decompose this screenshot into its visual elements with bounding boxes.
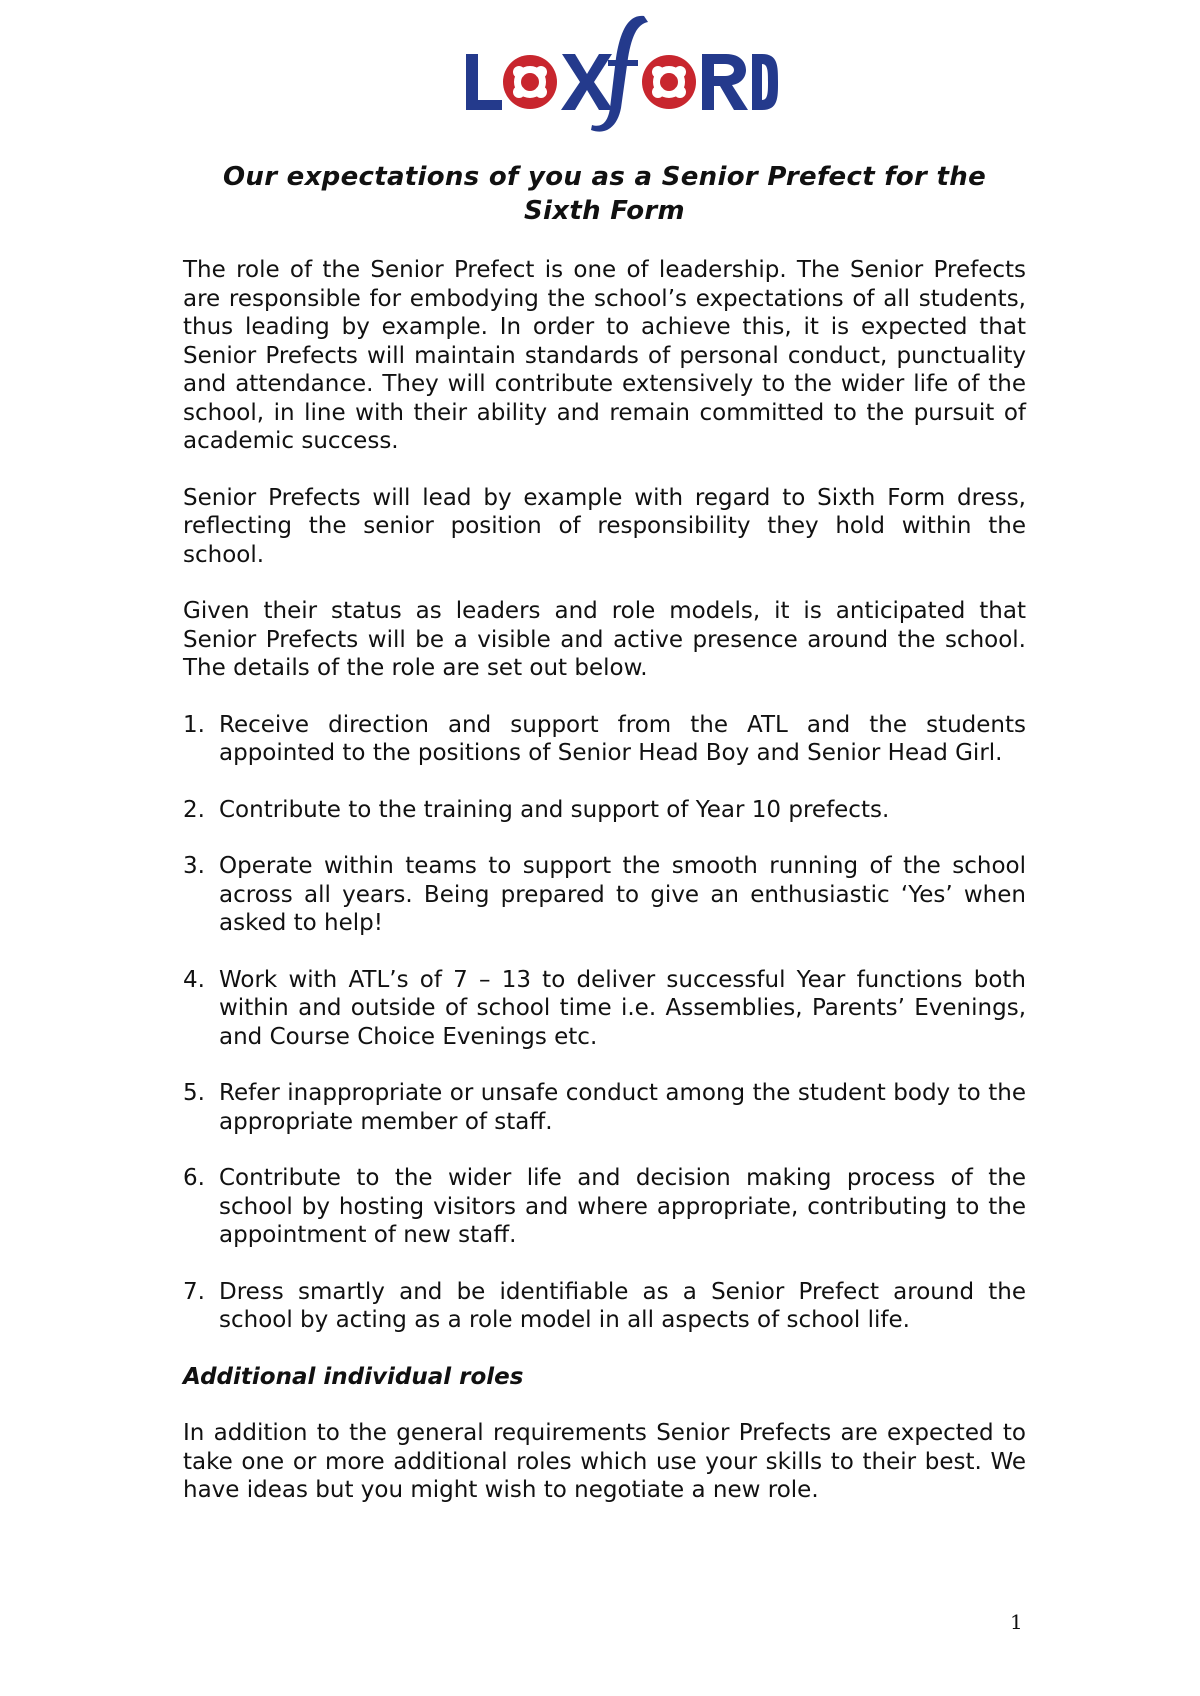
list-item [183,852,1026,938]
list-item [183,1079,1026,1136]
logo-letter-o-flower-2 [642,55,696,109]
list-item [183,966,1026,1052]
list-item [183,796,1026,825]
list-item-number: 3. [183,853,205,879]
logo-letter-x [561,54,613,110]
list-item-text: Work with ATL’s of 7 – 13 to deliver successful Year functions both within and outside of school time i.e. Assemblies, Parents’ Evenings, and Course Choice Evenings etc. [219,966,1026,1050]
list-item-text: Operate within teams to support the smooth running of the school across all years. Being prepared to give an enthusiastic ‘Yes’ when asked to help! [219,853,1026,936]
logo-letter-d [752,54,778,110]
list-item-text: Contribute to the wider life and decision making process of the school by hosting visitors and where appropriate, contributing to the appointment of new staff. [219,1165,1026,1248]
list-item-number: 5. [183,1080,205,1106]
logo-letter-f [591,16,648,132]
list-item-text: Refer inappropriate or unsafe conduct among the student body to the appropriate member of staff. [219,1080,1026,1135]
list-item-text: Receive direction and support from the ATL and the students appointed to the positions of Senior Head Boy and Senior Head Girl. [219,711,1026,766]
logo-letter-f-crossbar [608,60,638,66]
list-item-number: 1. [183,711,205,738]
list-item-number: 4. [183,966,205,993]
additional-roles-heading: Additional individual roles [183,1363,524,1390]
list-item-text: Dress smartly and be identifiable as a Senior Prefect around the school by acting as a role model in all aspects of school life. [219,1278,1026,1333]
intro-paragraph-dress: Senior Prefects will lead by example with regard to Sixth Form dress, reflecting the senior position of responsibility they hold within the school. [183,484,1026,568]
intro-paragraph-presence: Given their status as leaders and role models, it is anticipated that Senior Prefects will be a visible and active presence around the school. The details of the role are set out below. [183,598,1026,681]
logo-letter-r [702,54,748,110]
list-item-number: 6. [183,1165,205,1191]
loxford-logo [458,12,778,136]
document-body [183,160,1026,1505]
page-number: 1 [1010,1610,1023,1634]
additional-roles-paragraph: In addition to the general requirements Senior Prefects are expected to take one or more additional roles which use your skills to their best. We have ideas but you might wish to negotiate a new role. [183,1420,1026,1503]
list-item [183,1278,1026,1335]
document-title: Our expectations of you as a Senior Prefect for the Sixth Form [222,162,986,226]
list-item-text: Contribute to the training and support of Year 10 prefects. [219,796,890,823]
list-item-number: 7. [183,1278,205,1305]
list-item [183,711,1026,768]
list-item [183,1164,1026,1250]
intro-paragraph-role: The role of the Senior Prefect is one of leadership. The Senior Prefects are responsible for embodying the school’s expectations of all students, thus leading by example. In order to achieve this, it is expected that Senior Prefects will maintain standards of personal conduct, punctuality and attendance. They will contribute extensively to the wider life of the school, in line with their ability and remain committed to the pursuit of academic success. [183,257,1026,454]
logo-letter-o-flower [503,55,557,109]
logo-letter-l [466,54,502,110]
list-item-number: 2. [183,796,205,823]
duties-list [183,711,1026,1335]
